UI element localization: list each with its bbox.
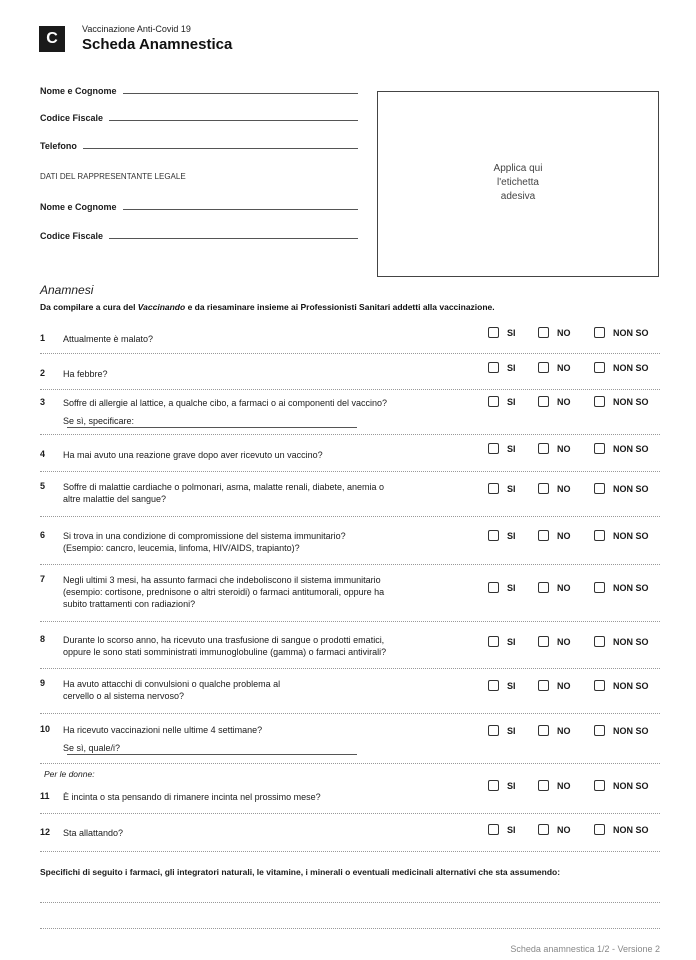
rep-fiscal-label: Codice Fiscale [40, 231, 104, 241]
question-text [63, 791, 473, 803]
sticker-text [378, 162, 658, 204]
specify-label: Se sì, quale/i? [63, 743, 121, 753]
question-row [40, 362, 660, 390]
option-no[interactable] [538, 443, 571, 454]
checkbox-no[interactable] [538, 327, 549, 338]
option-label: NON SO [613, 327, 649, 338]
checkbox-no[interactable] [538, 824, 549, 835]
question-number: 10 [40, 724, 51, 734]
question-number: 11 [40, 791, 50, 801]
option-si[interactable] [488, 327, 516, 338]
option-label: NO [557, 443, 571, 454]
option-label: SI [507, 725, 516, 736]
option-label: SI [507, 327, 516, 338]
question-row [40, 782, 660, 814]
option-label: NO [557, 582, 571, 593]
patient-phone-label: Telefono [40, 141, 77, 151]
option-non-so[interactable] [594, 636, 649, 647]
option-si[interactable] [488, 780, 516, 791]
checkbox-non-so[interactable] [594, 636, 605, 647]
question-line: Soffre di allergie al lattice, a qualche cibo, a farmaci o ai componenti del vaccino? [63, 398, 388, 408]
medications-label: Specifichi di seguito i farmaci, gli integratori naturali, le vitamine, i minerali o eventuali medicinali alternativi che sta assumendo: [40, 867, 561, 877]
question-text [63, 678, 473, 702]
checkbox-si[interactable] [488, 362, 499, 373]
specify-line[interactable] [67, 754, 357, 755]
option-label: SI [507, 483, 516, 494]
footer-text: Scheda anamnestica 1/2 - Versione 2 [510, 944, 660, 954]
checkbox-si[interactable] [488, 780, 499, 791]
question-row [40, 393, 660, 435]
checkbox-no[interactable] [538, 530, 549, 541]
page-title: Scheda Anamnestica [82, 36, 233, 53]
rep-fiscal-line[interactable] [109, 238, 358, 239]
checkbox-non-so[interactable] [594, 582, 605, 593]
option-label: NON SO [613, 530, 649, 541]
option-si[interactable] [488, 530, 516, 541]
question-line: cervello o al sistema nervoso? [63, 691, 185, 701]
option-label: NO [557, 396, 571, 407]
option-label: NON SO [613, 443, 649, 454]
option-non-so[interactable] [594, 483, 649, 494]
option-label: SI [507, 780, 516, 791]
option-label: SI [507, 636, 516, 647]
question-line: subito trattamenti con radiazioni? [63, 599, 196, 609]
option-no[interactable] [538, 636, 571, 647]
question-text [63, 724, 473, 757]
question-number: 4 [40, 449, 46, 459]
question-line: Ha ricevuto vaccinazioni nelle ultime 4 settimane? [63, 725, 263, 735]
option-label: SI [507, 824, 516, 835]
question-line: Si trova in una condizione di compromissione del sistema immunitario? [63, 531, 346, 541]
question-number: 6 [40, 530, 46, 540]
checkbox-non-so[interactable] [594, 530, 605, 541]
option-label: NO [557, 483, 571, 494]
option-si[interactable] [488, 636, 516, 647]
option-label: NON SO [613, 483, 649, 494]
patient-name-field[interactable] [40, 82, 358, 96]
question-line: Ha avuto attacchi di convulsioni o qualche problema al [63, 679, 281, 689]
option-label: NO [557, 824, 571, 835]
checkbox-non-so[interactable] [594, 327, 605, 338]
specify-field[interactable] [63, 742, 473, 755]
option-si[interactable] [488, 680, 516, 691]
question-number: 8 [40, 634, 46, 644]
option-label: SI [507, 396, 516, 407]
question-line: Soffre di malattie cardiache o polmonari, asma, malatte renali, diabete, anemia o [63, 482, 385, 492]
women-label: Per le donne: [44, 769, 95, 779]
sticker-line: l'etichetta [497, 177, 539, 188]
question-row [40, 720, 660, 764]
option-label: SI [507, 443, 516, 454]
option-si[interactable] [488, 824, 516, 835]
question-text [63, 368, 473, 380]
question-line: altre malattie del sangue? [63, 494, 167, 504]
patient-fiscal-field[interactable] [40, 109, 358, 123]
question-row [40, 525, 660, 565]
patient-fiscal-label: Codice Fiscale [40, 113, 104, 123]
question-number: 5 [40, 481, 46, 491]
question-number: 1 [40, 333, 46, 343]
question-text [63, 481, 473, 505]
question-text [63, 333, 473, 345]
checkbox-non-so[interactable] [594, 680, 605, 691]
question-text [63, 530, 473, 554]
checkbox-si[interactable] [488, 680, 499, 691]
question-number: 3 [40, 397, 46, 407]
option-non-so[interactable] [594, 582, 649, 593]
rep-name-field[interactable] [40, 198, 358, 212]
question-text [63, 574, 473, 610]
question-line: Attualmente è malato? [63, 334, 154, 344]
question-row [40, 629, 660, 669]
checkbox-non-so[interactable] [594, 483, 605, 494]
specify-line[interactable] [67, 427, 357, 428]
specify-label: Se sì, specificare: [63, 416, 135, 426]
question-number: 2 [40, 368, 46, 378]
section-logo: C [39, 26, 65, 52]
option-no[interactable] [538, 582, 571, 593]
option-label: NON SO [613, 780, 649, 791]
intro-text: Da compilare a cura del [40, 302, 138, 312]
anamnesi-title: Anamnesi [40, 283, 94, 297]
question-row [40, 444, 660, 472]
patient-phone-field[interactable] [40, 137, 358, 151]
option-label: NON SO [613, 824, 649, 835]
question-line: (Esempio: cancro, leucemia, linfoma, HIV/AIDS, trapianto)? [63, 543, 300, 553]
sticker-line: Applica qui [493, 163, 543, 174]
option-label: NO [557, 636, 571, 647]
option-no[interactable] [538, 530, 571, 541]
option-si[interactable] [488, 396, 516, 407]
option-label: NON SO [613, 582, 649, 593]
question-line: È incinta o sta pensando di rimanere incinta nel prossimo mese? [63, 792, 321, 802]
checkbox-si[interactable] [488, 725, 499, 736]
question-text [63, 449, 473, 461]
option-label: NO [557, 725, 571, 736]
option-non-so[interactable] [594, 530, 649, 541]
checkbox-non-so[interactable] [594, 824, 605, 835]
option-label: SI [507, 582, 516, 593]
checkbox-non-so[interactable] [594, 725, 605, 736]
question-line: Durante lo scorso anno, ha ricevuto una trasfusione di sangue o prodotti ematici, [63, 635, 385, 645]
option-non-so[interactable] [594, 362, 649, 373]
rep-fiscal-field[interactable] [40, 227, 358, 241]
option-non-so[interactable] [594, 396, 649, 407]
checkbox-si[interactable] [488, 636, 499, 647]
patient-phone-line[interactable] [83, 148, 358, 149]
option-no[interactable] [538, 780, 571, 791]
sticker-box [377, 91, 659, 277]
option-non-so[interactable] [594, 780, 649, 791]
patient-fiscal-line[interactable] [109, 120, 358, 121]
option-label: NON SO [613, 636, 649, 647]
question-line: oppure le sono stati somministrati immunoglobuline (gamma) o farmaci antivirali? [63, 647, 387, 657]
option-label: NON SO [613, 396, 649, 407]
option-label: SI [507, 362, 516, 373]
option-no[interactable] [538, 327, 571, 338]
question-row [40, 822, 660, 852]
option-no[interactable] [538, 396, 571, 407]
checkbox-non-so[interactable] [594, 443, 605, 454]
medications-line[interactable] [40, 928, 660, 929]
option-non-so[interactable] [594, 824, 649, 835]
option-no[interactable] [538, 483, 571, 494]
option-non-so[interactable] [594, 327, 649, 338]
question-line: Sta allattando? [63, 828, 124, 838]
question-number: 7 [40, 574, 46, 584]
checkbox-no[interactable] [538, 396, 549, 407]
option-label: NON SO [613, 680, 649, 691]
option-non-so[interactable] [594, 725, 649, 736]
checkbox-no[interactable] [538, 362, 549, 373]
question-text [63, 827, 473, 839]
question-line: Negli ultimi 3 mesi, ha assunto farmaci che indeboliscono il sistema immunitario [63, 575, 381, 585]
rep-name-line[interactable] [123, 209, 358, 210]
checkbox-si[interactable] [488, 396, 499, 407]
legal-rep-heading: DATI DEL RAPPRESENTANTE LEGALE [40, 172, 186, 181]
question-line: Ha mai avuto una reazione grave dopo aver ricevuto un vaccino? [63, 450, 323, 460]
checkbox-non-so[interactable] [594, 396, 605, 407]
question-row [40, 326, 660, 354]
option-label: SI [507, 680, 516, 691]
option-label: NO [557, 362, 571, 373]
checkbox-si[interactable] [488, 824, 499, 835]
question-row [40, 570, 660, 622]
option-no[interactable] [538, 824, 571, 835]
option-label: NON SO [613, 725, 649, 736]
option-label: NO [557, 780, 571, 791]
option-non-so[interactable] [594, 443, 649, 454]
option-label: NO [557, 530, 571, 541]
patient-name-line[interactable] [123, 93, 358, 94]
checkbox-si[interactable] [488, 530, 499, 541]
specify-field[interactable] [63, 415, 473, 428]
medications-line[interactable] [40, 902, 660, 903]
checkbox-si[interactable] [488, 443, 499, 454]
option-label: NON SO [613, 362, 649, 373]
checkbox-non-so[interactable] [594, 780, 605, 791]
option-si[interactable] [488, 483, 516, 494]
checkbox-no[interactable] [538, 483, 549, 494]
option-si[interactable] [488, 725, 516, 736]
question-row [40, 477, 660, 517]
checkbox-no[interactable] [538, 680, 549, 691]
intro-italic: Vaccinando [137, 302, 186, 312]
checkbox-si[interactable] [488, 483, 499, 494]
option-non-so[interactable] [594, 680, 649, 691]
checkbox-no[interactable] [538, 725, 549, 736]
question-line: Ha febbre? [63, 369, 108, 379]
option-si[interactable] [488, 362, 516, 373]
question-line: (esempio: cortisone, prednisone o altri steroidi) o farmaci antitumorali, oppure ha [63, 587, 385, 597]
option-label: NO [557, 680, 571, 691]
question-number: 9 [40, 678, 46, 688]
checkbox-non-so[interactable] [594, 362, 605, 373]
anamnesi-intro [40, 302, 495, 312]
intro-text: e da riesaminare insieme ai Professionisti Sanitari addetti alla vaccinazione. [185, 302, 495, 312]
checkbox-si[interactable] [488, 327, 499, 338]
option-label: NO [557, 327, 571, 338]
option-no[interactable] [538, 725, 571, 736]
question-text [63, 634, 473, 658]
checkbox-no[interactable] [538, 780, 549, 791]
option-no[interactable] [538, 362, 571, 373]
option-no[interactable] [538, 680, 571, 691]
question-number: 12 [40, 827, 51, 837]
question-row [40, 674, 660, 714]
checkbox-no[interactable] [538, 443, 549, 454]
question-text [63, 397, 473, 430]
option-si[interactable] [488, 582, 516, 593]
option-si[interactable] [488, 443, 516, 454]
checkbox-no[interactable] [538, 636, 549, 647]
header-subtitle: Vaccinazione Anti-Covid 19 [82, 24, 191, 34]
rep-name-label: Nome e Cognome [40, 202, 117, 212]
checkbox-si[interactable] [488, 582, 499, 593]
patient-name-label: Nome e Cognome [40, 86, 117, 96]
option-label: SI [507, 530, 516, 541]
checkbox-no[interactable] [538, 582, 549, 593]
sticker-line: adesiva [500, 191, 536, 202]
